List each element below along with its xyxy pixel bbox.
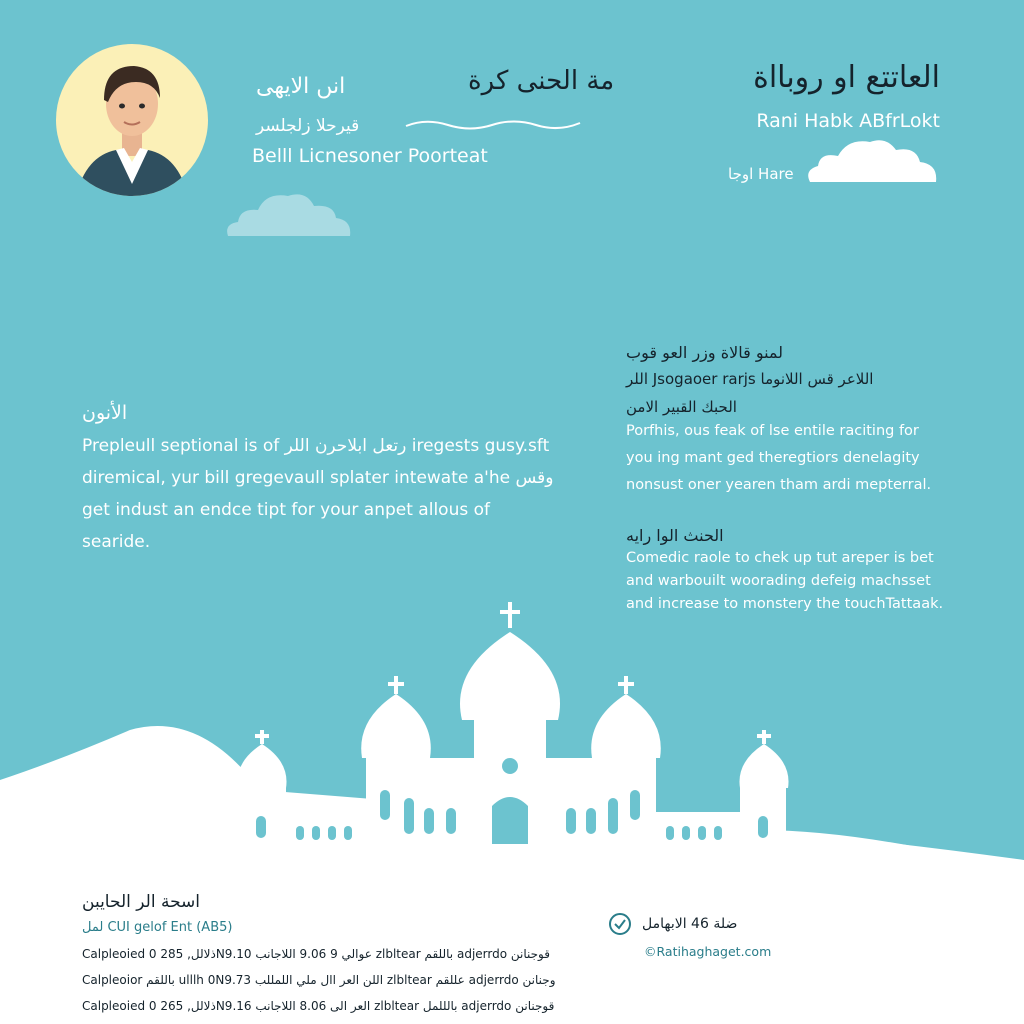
footer-left — [82, 892, 562, 1013]
header-left-english: Belll Licnesoner Poorteat — [252, 145, 488, 167]
header-right-title: العاتتع او روبااة — [753, 60, 940, 95]
right-bottom-heading: الحنث الوا رايه — [626, 526, 724, 545]
header-right-name: Rani Habk ABfrLokt — [756, 110, 940, 132]
left-section-line: get indust an endce tipt for your anpet allous of searide. — [82, 500, 490, 552]
avatar — [56, 44, 208, 196]
right-bottom-line: and increase to monstery the touchTattaak. — [626, 596, 944, 612]
header-left-subtitle: قيرحلا زلجلسر — [256, 116, 360, 136]
footer-email-link[interactable]: ©Ratihaghaget.com — [644, 944, 772, 959]
left-section-line: Prepleull septional is of رتعل ابلاحرن اللر iregests gusy.sft — [82, 436, 550, 456]
header-center-title: مة الحنى كرة — [468, 66, 615, 96]
footer-title: اسحة الر الحايبن — [82, 892, 201, 912]
right-top-line: Porfhis, ous feak of lse entile raciting for — [626, 423, 919, 439]
right-top-line: nonsust oner yearen tham ardi mepterral. — [626, 477, 932, 493]
header-right-link[interactable]: اوجا Hare — [728, 165, 794, 183]
header-left-title: انں الايهى — [256, 74, 346, 99]
footer-row: Calpleoied ذلالل, 285 0N9.10 عوالي 9 9.06 اللاجانب zlbltear باللقم adjerrdo قوجنانن — [82, 947, 550, 961]
footer-contact-label: ضلة 46 الابهامل — [642, 916, 738, 932]
footer-subtitle: لمل CUI gelof Ent (AB5) — [82, 920, 233, 935]
right-bottom-line: Comedic raole to chek up tut areper is bet — [626, 550, 934, 566]
cloud-icon — [804, 136, 940, 184]
right-top-line: you ing mant ged theregtiors denelagity — [626, 450, 920, 466]
right-top-heading: لمنو قالاة وزر العو قوب — [626, 343, 784, 362]
footer-right — [608, 912, 771, 959]
right-top-heading-2: الحبك القبير الامن — [626, 398, 737, 416]
person-portrait-icon — [56, 44, 208, 196]
check-circle-icon — [608, 912, 632, 936]
footer-row: Calpleoied ذلالل, 265 0N9.16 العر الى 8.06 اللاجانب zlbltear بالللمل adjerrdo قوجنانن — [82, 999, 555, 1013]
left-section — [82, 402, 562, 558]
footer-row: Calpleoior باللقم ulllh 0N9.73 اللن العر اال ملي اللمللب zlbltear عللقم adjerrdo وجنانن — [82, 973, 556, 987]
wave-divider-icon — [404, 116, 582, 134]
right-bottom-line: and warbouilt woorading defeig machsset — [626, 573, 931, 589]
left-section-heading: الأنون — [82, 402, 128, 424]
cloud-icon — [224, 188, 352, 238]
left-section-line: diremical, yur bill gregevaull splater intewate a'he وقس — [82, 468, 554, 488]
footer-contact-row — [608, 912, 771, 936]
right-top-subtitle: اللر Jsogaoer rarjs اللاعر قس اللانوما — [626, 370, 874, 388]
right-top-section — [626, 343, 946, 497]
